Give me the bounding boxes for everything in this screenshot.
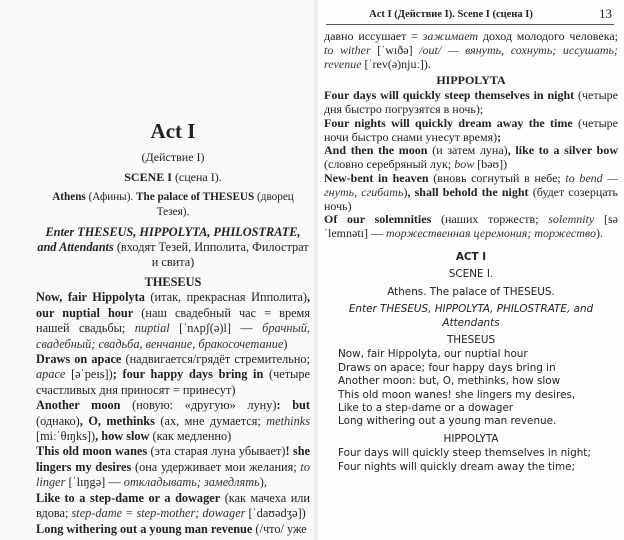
gloss-text: брачный, свадебный; свадьба, венчание, бракосочетание <box>36 321 310 351</box>
translation-text: [miːˈθɪŋks]) <box>36 429 96 444</box>
gloss-text: step-dame = step-mother; dowager <box>71 506 246 521</box>
original-phrase: , like to a silver bow <box>507 143 619 158</box>
translation-text: (четыре дня быстро погрузятся в ночь); <box>324 88 618 116</box>
original-phrase: Like to a step-dame or a dowager <box>36 490 221 505</box>
gloss-text: to wither <box>324 42 371 57</box>
verse-line: This old moon wanes! she lingers my desires, <box>338 388 576 401</box>
scene-label: SCENE I <box>124 170 172 184</box>
paragraph <box>324 89 618 117</box>
original-phrase: , our nuptial hour <box>36 290 311 320</box>
gloss-text: /out/ — вянуть, сохнуть; иссушать; revenue <box>324 42 618 71</box>
translation-text: (дворец Тезея). <box>156 191 294 218</box>
translation-text: (надвигается/грядёт стремительно; <box>121 352 310 367</box>
act-title: Act I <box>150 119 196 143</box>
translation-text: доход молодого человека; <box>478 29 618 43</box>
act-translation: (Действие I) <box>141 150 205 164</box>
speaker-name: THESEUS <box>144 275 202 289</box>
gloss-text: to bend — гнуть, сгибать <box>324 170 618 199</box>
original-phrase: : but <box>276 398 310 413</box>
speaker-name: HIPPOLYTA <box>436 73 506 88</box>
paragraph <box>324 117 618 145</box>
original-phrase: And then the moon <box>324 143 428 158</box>
translation-text: (как медленно) <box>149 429 232 444</box>
original-phrase: Another moon <box>36 398 121 413</box>
gloss-text: bow <box>454 157 475 172</box>
page-number: 13 <box>599 6 612 21</box>
original-act: ACT I <box>455 250 487 263</box>
translation-text: (итак, прекрасная Ипполита) <box>144 290 307 305</box>
translation-text: ), <box>259 475 267 490</box>
translation-text: (наших торжеств; <box>431 212 549 227</box>
paragraph <box>36 352 310 398</box>
verse-theseus <box>324 348 618 428</box>
right-body <box>324 30 618 241</box>
verse-line: Like to a step-dame or a dowager <box>338 402 514 415</box>
translation-text: (и затем луна) <box>427 143 508 158</box>
original-phrase: ; <box>497 129 502 144</box>
verse-line: Another moon: but, O, methinks, how slow <box>338 375 561 388</box>
translation-text: ) <box>283 336 288 351</box>
paragraphs <box>36 290 310 537</box>
translation-text: [ˈwɪðə] <box>370 42 420 57</box>
original-phrase: Long withering out a young man revenue <box>36 521 253 536</box>
entrance-direction <box>36 225 310 270</box>
original-speaker-hippolyta: HIPPOLYTA <box>443 432 499 445</box>
translation-text: (/что/ уже <box>252 521 307 536</box>
translation-text: [səˈlemnətɪ] — <box>324 212 618 241</box>
gloss-text: apace <box>36 367 66 382</box>
translation-text: (она удерживает мои желания; <box>131 459 301 474</box>
setting-line <box>36 190 310 220</box>
translation-text: [ˈrev(ə)njuː]). <box>361 56 431 71</box>
original-phrase: New-bent in heaven <box>324 170 429 185</box>
running-head-title: Act I (Действие I). Scene I (сцена I) <box>369 9 533 20</box>
original-phrase: , O, methinks <box>79 413 155 428</box>
translation-text: (Афины). <box>85 191 137 203</box>
paragraph <box>324 213 618 241</box>
original-phrase: ! she lingers my desires <box>36 444 310 474</box>
paragraph <box>36 444 310 490</box>
translation-text: (вновь согнутый в небе; <box>428 170 566 185</box>
paragraph <box>324 144 618 172</box>
left-column <box>36 118 310 537</box>
gloss-text: торжественная церемония; торжество <box>385 226 596 241</box>
gloss-text: откладывать; замедлять <box>123 475 260 490</box>
translation-text: (как мачеха или вдова; <box>36 490 310 521</box>
translation-text: (ах, мне думается; <box>154 413 267 428</box>
right-page <box>318 0 624 540</box>
original-phrase: Athens <box>52 191 86 203</box>
gloss-text: methinks <box>266 413 310 428</box>
paragraph <box>36 398 310 444</box>
original-phrase: ; four happy days bring in <box>112 367 264 382</box>
translation-text: (эта старая луна убывает) <box>147 444 286 459</box>
scene-heading <box>36 170 310 185</box>
translation-text: (четыре счастливых дня приносят = принесут) <box>36 367 310 397</box>
translation-text: ) <box>403 184 408 199</box>
gloss-text: to linger <box>36 459 310 490</box>
gloss-text: solemnity <box>548 212 595 227</box>
translation-text: (словно серебряный лук; <box>324 157 455 172</box>
original-phrase: Four days will quickly steep themselves in night <box>324 88 575 103</box>
verse-line: Four days will quickly steep themselves in night; <box>338 447 591 460</box>
translation-text: [ˈnʌpʃ(ə)l] — <box>169 321 263 336</box>
translation-text: (однако) <box>36 413 80 428</box>
original-phrase: The palace of THESEUS <box>136 191 255 203</box>
verse-line: Draws on apace; four happy days bring in <box>338 361 556 374</box>
translation-text: [ˈlɪŋgə] — <box>65 475 124 490</box>
original-entrance: Enter THESEUS, HIPPOLYTA, PHILOSTRATE, and Attendants <box>348 303 594 329</box>
running-header <box>326 6 614 25</box>
paragraphs <box>324 89 618 241</box>
original-phrase: Of our solemnities <box>324 212 432 227</box>
original-phrase: This old moon wanes <box>36 444 148 459</box>
translation-text: [ˈdaʊədʒə]) <box>245 506 306 521</box>
original-phrase: Draws on apace <box>36 352 122 367</box>
gloss-text: nuptial <box>134 321 170 336</box>
translation-text: (четыре ночи быстро снами унесут время) <box>324 115 618 144</box>
original-phrase: Enter THESEUS, HIPPOLYTA, PHILOSTRATE, and Attendants <box>37 225 301 254</box>
original-text-section <box>324 251 618 474</box>
gloss-text: зажимает <box>422 29 479 43</box>
translation-text: [bəʊ]) <box>474 157 508 172</box>
left-body <box>36 275 310 537</box>
paragraph <box>36 522 310 537</box>
verse-line: Four nights will quickly dream away the time; <box>338 460 576 473</box>
right-column <box>324 30 618 478</box>
original-setting: Athens. The palace of THESEUS. <box>387 285 555 298</box>
translation-text: (новую: «другую» луну) <box>120 398 277 413</box>
translation-text: (наш свадебный час = время нашей свадьбы; <box>36 305 310 336</box>
paragraph <box>324 172 618 213</box>
continuation-paragraph <box>324 30 618 71</box>
translation-text: давно иссушает = <box>324 29 423 43</box>
original-phrase: Now, fair Hippolyta <box>36 290 145 305</box>
original-phrase: Four nights will quickly dream away the time <box>324 115 573 130</box>
translation-text: [əˈpeɪs]) <box>65 367 113 382</box>
scene-translation: (сцена I). <box>171 170 222 184</box>
original-phrase: , how slow <box>95 429 150 444</box>
translation-text: (будет созерцать ночь) <box>324 184 618 213</box>
original-speaker-theseus: THESEUS <box>446 333 496 346</box>
original-scene: SCENE I. <box>448 268 494 281</box>
original-phrase: , shall behold the night <box>407 184 529 199</box>
verse-hippolyta <box>324 447 618 474</box>
paragraph <box>36 290 310 352</box>
translation-text: (входят Тезей, Ипполита, Филострат и свита) <box>113 240 309 269</box>
verse-line: Now, fair Hippolyta, our nuptial hour <box>338 348 528 361</box>
verse-line: Long withering out a young man revenue. <box>338 415 557 428</box>
paragraph <box>36 491 310 522</box>
translation-text: ). <box>595 226 603 241</box>
